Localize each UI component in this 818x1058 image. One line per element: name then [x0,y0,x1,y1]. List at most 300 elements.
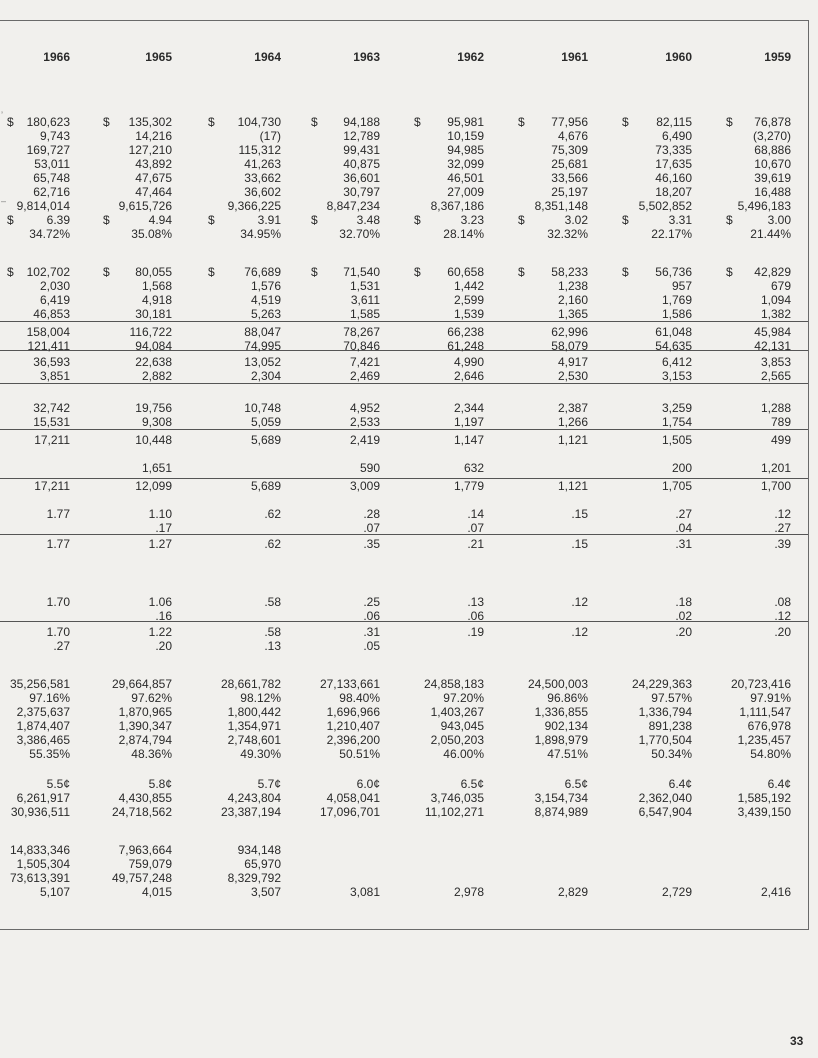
table-cell: 61,248 [447,339,484,353]
table-cell: 6,547,904 [638,805,692,819]
table-cell: 632 [463,461,484,475]
table-cell: 943,045 [440,719,484,733]
table-cell: 4,918 [141,293,172,307]
table-cell: 10,670 [754,157,791,171]
year-header: 1964 [254,50,281,64]
table-cell: .62 [264,507,281,521]
table-cell: 4,015 [141,885,172,899]
dollar-sign: $ [208,213,215,227]
table-cell: 35.08% [131,227,172,241]
table-cell: 2,530 [557,369,588,383]
table-cell: 17,211 [34,433,70,447]
table-rule [0,429,808,430]
print-mark: – [1,196,7,206]
table-cell: 934,148 [237,843,281,857]
table-cell: .58 [264,625,281,639]
table-cell: 29,664,857 [111,677,172,691]
table-cell: 3,851 [39,369,70,383]
table-cell: 1,779 [453,479,484,493]
table-cell: .06 [363,609,380,623]
table-cell: 2,469 [349,369,380,383]
table-cell: 48.36% [131,747,172,761]
table-cell: 32.70% [339,227,380,241]
dollar-sign: $ [726,213,733,227]
table-cell: .39 [774,537,791,551]
table-cell: 1,505 [661,433,692,447]
table-cell: 41,263 [244,157,281,171]
dollar-sign: $ [103,265,110,279]
table-cell: 902,134 [544,719,588,733]
table-cell: 2,387 [557,401,588,415]
table-cell: 60,658 [447,265,484,279]
table-cell: .27 [774,521,791,535]
table-cell: 1,651 [141,461,172,475]
table-cell: 47.51% [547,747,588,761]
dollar-sign: $ [7,265,14,279]
dollar-sign: $ [311,265,318,279]
table-cell: 46,160 [655,171,692,185]
year-header: 1963 [353,50,380,64]
table-cell: 5,502,852 [638,199,692,213]
table-cell: 3,259 [661,401,692,415]
table-cell: 2,565 [760,369,791,383]
table-cell: 4,676 [557,129,588,143]
table-cell: 4,058,041 [326,791,380,805]
table-cell: 127,210 [128,143,172,157]
table-cell: 121,411 [27,339,70,353]
table-cell: 1,266 [557,415,588,429]
table-cell: 50.34% [651,747,692,761]
table-cell: (17) [259,129,281,143]
table-cell: 97.57% [651,691,692,705]
dollar-sign: $ [518,265,525,279]
table-cell: 58,079 [551,339,588,353]
table-cell: 3.48 [356,213,380,227]
table-cell: 116,722 [129,325,172,339]
table-cell: 1.77 [46,507,70,521]
table-cell: 62,716 [33,185,70,199]
table-cell: 34.95% [240,227,281,241]
table-cell: 2,978 [453,885,484,899]
table-cell: 50.51% [339,747,380,761]
table-cell: 1.70 [46,595,70,609]
table-cell: 36,593 [33,355,70,369]
table-cell: 6.5¢ [460,777,484,791]
table-cell: 94,188 [343,115,380,129]
table-cell: 2,030 [39,279,70,293]
table-cell: 1,700 [760,479,791,493]
table-cell: .28 [363,507,380,521]
table-cell: 2,344 [453,401,484,415]
table-cell: 14,216 [135,129,172,143]
table-cell: 32,099 [447,157,484,171]
table-cell: 58,233 [551,265,588,279]
table-cell: 5,496,183 [737,199,791,213]
table-cell: 5,107 [39,885,70,899]
table-cell: 17,211 [34,479,70,493]
print-mark: ’ [1,110,3,120]
dollar-sign: $ [7,213,14,227]
table-cell: 23,387,194 [220,805,281,819]
table-cell: 590 [359,461,380,475]
table-cell: 9,743 [39,129,70,143]
table-cell: 88,047 [244,325,281,339]
table-cell: 15,531 [33,415,70,429]
table-cell: 1,336,855 [534,705,588,719]
table-cell: 1,576 [250,279,281,293]
table-cell: 19,756 [135,401,172,415]
table-cell: 75,309 [551,143,588,157]
table-cell: 3,153 [661,369,692,383]
table-cell: .13 [264,639,281,653]
table-cell: 39,619 [754,171,791,185]
dollar-sign: $ [208,115,215,129]
table-cell: 42,131 [754,339,791,353]
table-cell: .27 [675,507,692,521]
table-cell: .15 [571,507,588,521]
table-cell: 33,566 [551,171,588,185]
table-cell: 49,757,248 [111,871,172,885]
table-cell: 24,718,562 [111,805,172,819]
table-cell: 1,568 [141,279,172,293]
table-cell: 3,507 [250,885,281,899]
table-cell: 891,238 [648,719,692,733]
table-cell: .17 [155,521,172,535]
table-cell: 1,210,407 [326,719,380,733]
table-cell: 4,430,855 [118,791,172,805]
table-cell: 5,689 [250,433,281,447]
table-cell: 27,133,661 [319,677,380,691]
table-cell: 36,602 [244,185,281,199]
table-cell: 1,539 [453,307,484,321]
table-cell: 1.06 [148,595,172,609]
table-cell: 3.02 [564,213,588,227]
table-cell: 30,797 [343,185,380,199]
table-cell: (3,270) [752,129,791,143]
dollar-sign: $ [622,115,629,129]
table-cell: 34.72% [29,227,70,241]
table-cell: 2,419 [349,433,380,447]
table-cell: 43,892 [135,157,172,171]
table-cell: 46,853 [33,307,70,321]
table-cell: 30,936,511 [10,805,70,819]
table-cell: 16,488 [754,185,791,199]
table-cell: 2,874,794 [118,733,172,747]
table-cell: 20,723,416 [730,677,791,691]
table-cell: 8,329,792 [227,871,281,885]
table-cell: 21.44% [750,227,791,241]
table-cell: 62,996 [551,325,588,339]
table-cell: 65,970 [244,857,281,871]
table-cell: 3,746,035 [430,791,484,805]
year-header: 1965 [145,50,172,64]
table-cell: 104,730 [237,115,281,129]
table-cell: 24,500,003 [527,677,588,691]
table-cell: 24,858,183 [423,677,484,691]
table-cell: 32.32% [547,227,588,241]
table-cell: 1.27 [148,537,172,551]
table-cell: 71,540 [343,265,380,279]
table-cell: 7,421 [349,355,380,369]
table-cell: 6.4¢ [668,777,692,791]
table-cell: 1,705 [661,479,692,493]
table-cell: 73,335 [655,143,692,157]
table-cell: 25,197 [551,185,588,199]
table-cell: 6.39 [46,213,70,227]
table-cell: 68,886 [754,143,791,157]
table-cell: .06 [467,609,484,623]
table-cell: 2,375,637 [16,705,70,719]
table-cell: 22,638 [135,355,172,369]
table-cell: 1,121 [557,433,588,447]
table-cell: 45,984 [754,325,791,339]
table-cell: .18 [675,595,692,609]
table-cell: 98.12% [240,691,281,705]
table-cell: .25 [363,595,380,609]
table-cell: 24,229,363 [631,677,692,691]
table-cell: 1,365 [557,307,588,321]
table-cell: 30,181 [135,307,172,321]
table-cell: 36,601 [343,171,380,185]
table-cell: 76,878 [754,115,791,129]
table-cell: 17,635 [655,157,692,171]
dollar-sign: $ [518,213,525,227]
table-cell: 7,963,664 [118,843,172,857]
page-number: 33 [790,1034,804,1048]
table-cell: .07 [467,521,484,535]
table-cell: 676,978 [747,719,791,733]
table-cell: 14,833,346 [9,843,70,857]
table-cell: 1,354,971 [227,719,281,733]
table-cell: 99,431 [343,143,380,157]
table-cell: 2,646 [453,369,484,383]
table-cell: 6,412 [661,355,692,369]
table-cell: 2,882 [141,369,172,383]
table-cell: 80,055 [135,265,172,279]
table-cell: 95,981 [447,115,484,129]
table-cell: .21 [467,537,484,551]
table-cell: .20 [155,639,172,653]
table-cell: 1,870,965 [118,705,172,719]
table-cell: 35,256,581 [9,677,70,691]
table-cell: 73,613,391 [9,871,70,885]
table-cell: 10,159 [447,129,484,143]
table-cell: 2,304 [250,369,281,383]
table-cell: 158,004 [26,325,70,339]
table-cell: 22.17% [651,227,692,241]
table-cell: 3.91 [257,213,281,227]
table-cell: 74,995 [244,339,281,353]
table-cell: .05 [363,639,380,653]
table-cell: 53,011 [34,157,70,171]
table-cell: .58 [264,595,281,609]
table-cell: 8,367,186 [430,199,484,213]
dollar-sign: $ [311,115,318,129]
table-cell: 3,439,150 [737,805,791,819]
table-cell: 1,111,547 [739,705,791,719]
table-cell: 54.80% [750,747,791,761]
table-cell: .13 [467,595,484,609]
table-cell: 4,243,804 [227,791,281,805]
table-cell: 1,586 [661,307,692,321]
table-cell: .31 [675,537,692,551]
table-rule [0,383,808,384]
table-cell: 1,382 [760,307,791,321]
table-cell: 9,308 [141,415,172,429]
table-cell: 1,898,979 [534,733,588,747]
table-cell: 1,874,407 [16,719,70,733]
year-header: 1961 [561,50,588,64]
table-cell: 28.14% [443,227,484,241]
table-cell: 3.23 [460,213,484,227]
table-cell: .14 [467,507,484,521]
table-cell: 46,501 [447,171,484,185]
table-cell: 42,829 [754,265,791,279]
table-cell: 61,048 [655,325,692,339]
table-cell: .15 [571,537,588,551]
table-cell: 1,121 [557,479,588,493]
table-cell: .19 [467,625,484,639]
table-cell: 1,403,267 [430,705,484,719]
table-cell: 96.86% [547,691,588,705]
table-cell: 12,789 [343,129,380,143]
table-cell: 3,081 [349,885,380,899]
table-cell: 97.20% [443,691,484,705]
table-cell: 1,770,504 [638,733,692,747]
table-cell: .12 [774,609,791,623]
year-header: 1959 [764,50,791,64]
table-cell: 1,147 [453,433,484,447]
table-cell: 9,615,726 [118,199,172,213]
table-cell: 1,531 [349,279,380,293]
table-rule [0,321,808,322]
table-cell: 1,769 [661,293,692,307]
table-cell: .27 [53,639,70,653]
table-cell: 5,059 [250,415,281,429]
dollar-sign: $ [103,115,110,129]
table-cell: 40,875 [343,157,380,171]
dollar-sign: $ [311,213,318,227]
year-header: 1966 [43,50,70,64]
table-cell: 76,689 [244,265,281,279]
table-cell: 55.35% [29,747,70,761]
table-cell: 1,197 [453,415,484,429]
table-cell: 66,238 [447,325,484,339]
table-cell: 5.7¢ [257,777,281,791]
table-cell: 6,419 [39,293,70,307]
table-cell: 180,623 [26,115,70,129]
table-cell: 4,519 [250,293,281,307]
table-cell: 11,102,271 [424,805,484,819]
table-cell: .16 [155,609,172,623]
table-cell: 3,009 [349,479,380,493]
table-cell: 1.22 [148,625,172,639]
table-cell: 97.16% [29,691,70,705]
table-cell: 47,675 [135,171,172,185]
dollar-sign: $ [414,265,421,279]
year-header: 1962 [457,50,484,64]
table-cell: 49.30% [240,747,281,761]
table-cell: 70,846 [343,339,380,353]
dollar-sign: $ [414,115,421,129]
table-cell: 82,115 [656,115,692,129]
table-cell: 9,814,014 [16,199,70,213]
table-cell: 28,661,782 [220,677,281,691]
table-cell: 8,351,148 [534,199,588,213]
table-cell: 18,207 [655,185,692,199]
table-cell: 32,742 [33,401,70,415]
table-cell: 97.62% [131,691,172,705]
table-cell: 4,952 [349,401,380,415]
table-cell: 6,490 [661,129,692,143]
table-cell: 1,235,457 [737,733,791,747]
table-cell: 8,847,234 [326,199,380,213]
table-cell: 10,448 [135,433,172,447]
table-cell: 98.40% [339,691,380,705]
table-cell: 115,312 [238,143,281,157]
table-cell: 759,079 [128,857,172,871]
table-cell: 1,585,192 [737,791,791,805]
table-cell: 2,829 [557,885,588,899]
table-cell: 17,096,701 [319,805,380,819]
table-cell: 4.94 [148,213,172,227]
table-cell: 2,729 [661,885,692,899]
table-cell: 2,050,203 [430,733,484,747]
dollar-sign: $ [622,265,629,279]
table-cell: 1.77 [46,537,70,551]
table-cell: 5,263 [250,307,281,321]
dollar-sign: $ [7,115,14,129]
table-cell: .12 [571,625,588,639]
table-cell: .20 [675,625,692,639]
table-cell: 2,160 [557,293,588,307]
year-header: 1960 [665,50,692,64]
table-cell: 77,956 [551,115,588,129]
table-cell: 78,267 [343,325,380,339]
table-cell: 2,599 [453,293,484,307]
table-cell: .02 [675,609,692,623]
table-cell: 4,917 [557,355,588,369]
table-cell: 1.10 [148,507,172,521]
table-cell: 5.8¢ [148,777,172,791]
dollar-sign: $ [518,115,525,129]
table-cell: 65,748 [33,171,70,185]
table-cell: .12 [774,507,791,521]
table-cell: 3.31 [668,213,692,227]
table-cell: 94,084 [135,339,172,353]
table-cell: .62 [264,537,281,551]
dollar-sign: $ [103,213,110,227]
dollar-sign: $ [726,115,733,129]
table-cell: 1,696,966 [326,705,380,719]
table-cell: 6.4¢ [767,777,791,791]
table-cell: 3,154,734 [534,791,588,805]
table-cell: 8,874,989 [534,805,588,819]
table-cell: 679 [770,279,791,293]
table-cell: 3.00 [767,213,791,227]
table-cell: 1,288 [760,401,791,415]
table-cell: 97.91% [750,691,791,705]
dollar-sign: $ [208,265,215,279]
table-cell: 200 [671,461,692,475]
table-cell: 1,800,442 [227,705,281,719]
table-cell: 102,702 [26,265,70,279]
table-cell: 2,362,040 [638,791,692,805]
table-cell: 499 [770,433,791,447]
table-cell: 9,366,225 [227,199,281,213]
table-cell: 54,635 [655,339,692,353]
table-cell: 789 [770,415,791,429]
